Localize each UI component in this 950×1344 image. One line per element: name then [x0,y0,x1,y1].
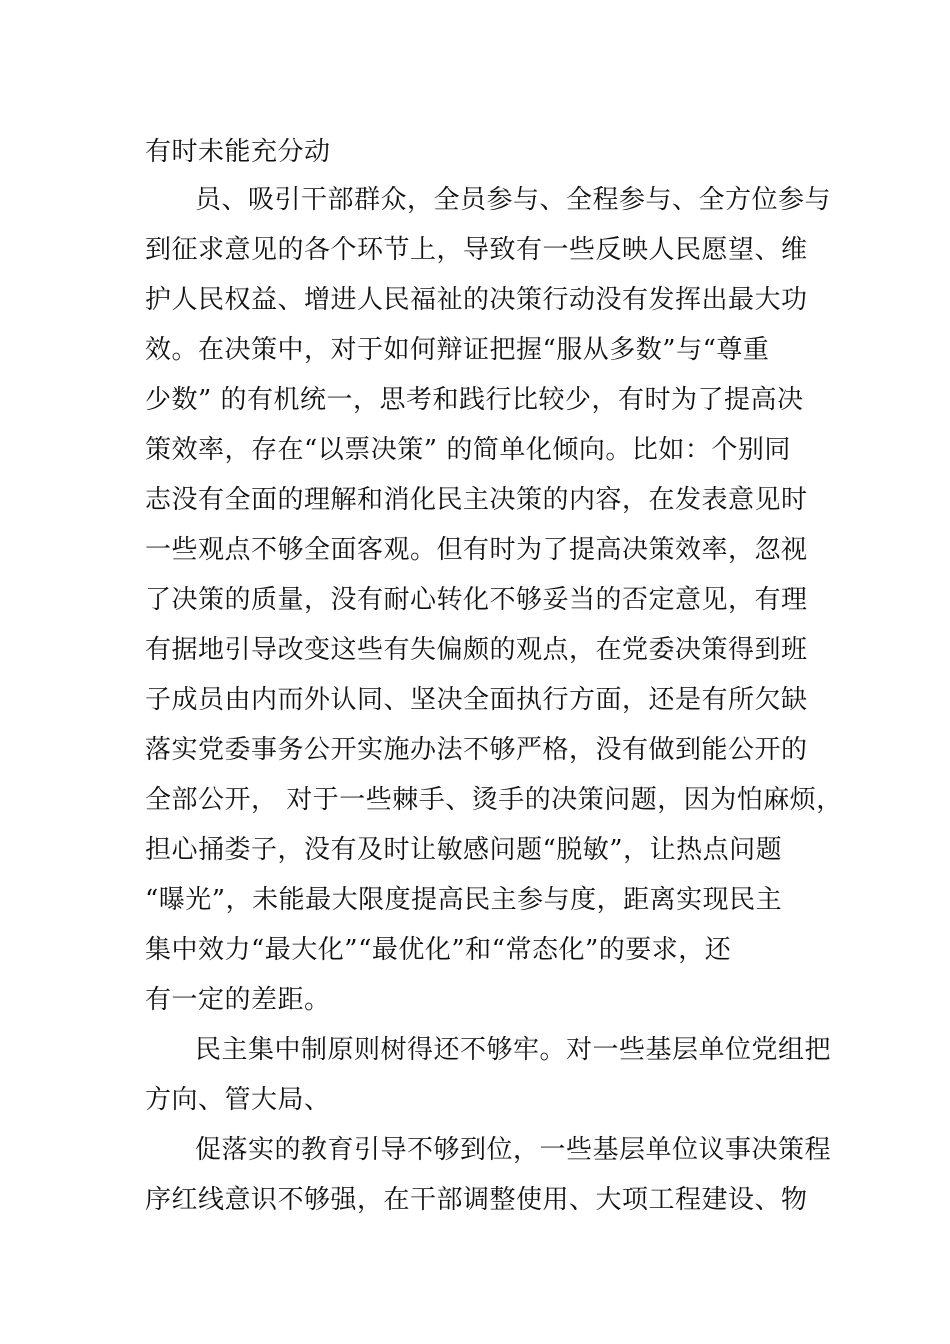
text-line-17: 集中效力“最大化”“最优化”和“常态化”的要求，还 [145,935,732,965]
text-line-5: 效。在决策中，对于如何辩证把握“服从多数”与“尊重 [145,335,770,365]
text-line-12: 子成员由内而外认同、坚决全面执行方面，还是有所欠缺 [145,685,808,715]
text-line-3: 到征求意见的各个环节上，导致有一些反映人民愿望、维 [145,235,808,265]
text-line-15: 担心捅娄子，没有及时让敏感问题“脱敏”，让热点问题 [145,835,783,865]
text-line-6: 少数” 的有机统一，思考和践行比较少，有时为了提高决 [145,385,804,415]
text-line-13: 落实党委事务公开实施办法不够严格，没有做到能公开的 [145,735,808,765]
text-line-19: 民主集中制原则树得还不够牢。对一些基层单位党组把 [195,1035,832,1065]
text-line-7: 策效率，存在“以票决策” 的简单化倾向。比如：个别同 [145,435,791,465]
text-line-9: 一些观点不够全面客观。但有时为了提高决策效率，忽视 [145,535,808,565]
text-line-8: 志没有全面的理解和消化民主决策的内容，在发表意见时 [145,485,808,515]
text-line-10: 了决策的质量，没有耐心转化不够妥当的否定意见，有理 [145,585,808,615]
text-line-14: 全部公开， 对于一些棘手、烫手的决策问题，因为怕麻烦， [145,785,843,815]
text-line-18: 有一定的差距。 [145,985,331,1015]
text-line-22: 序红线意识不够强，在干部调整使用、大项工程建设、物 [145,1185,808,1215]
text-line-4: 护人民权益、增进人民福祉的决策行动没有发挥出最大功 [145,285,808,315]
text-line-2: 员、吸引干部群众，全员参与、全程参与、全方位参与 [195,185,832,215]
text-line-21: 促落实的教育引导不够到位，一些基层单位议事决策程 [195,1135,832,1165]
text-line-1: 有时未能充分动 [145,137,331,167]
text-line-20: 方向、管大局、 [145,1085,331,1115]
text-line-16: “曝光”，未能最大限度提高民主参与度，距离实现民主 [145,885,783,915]
text-line-11: 有据地引导改变这些有失偏颇的观点，在党委决策得到班 [145,635,808,665]
